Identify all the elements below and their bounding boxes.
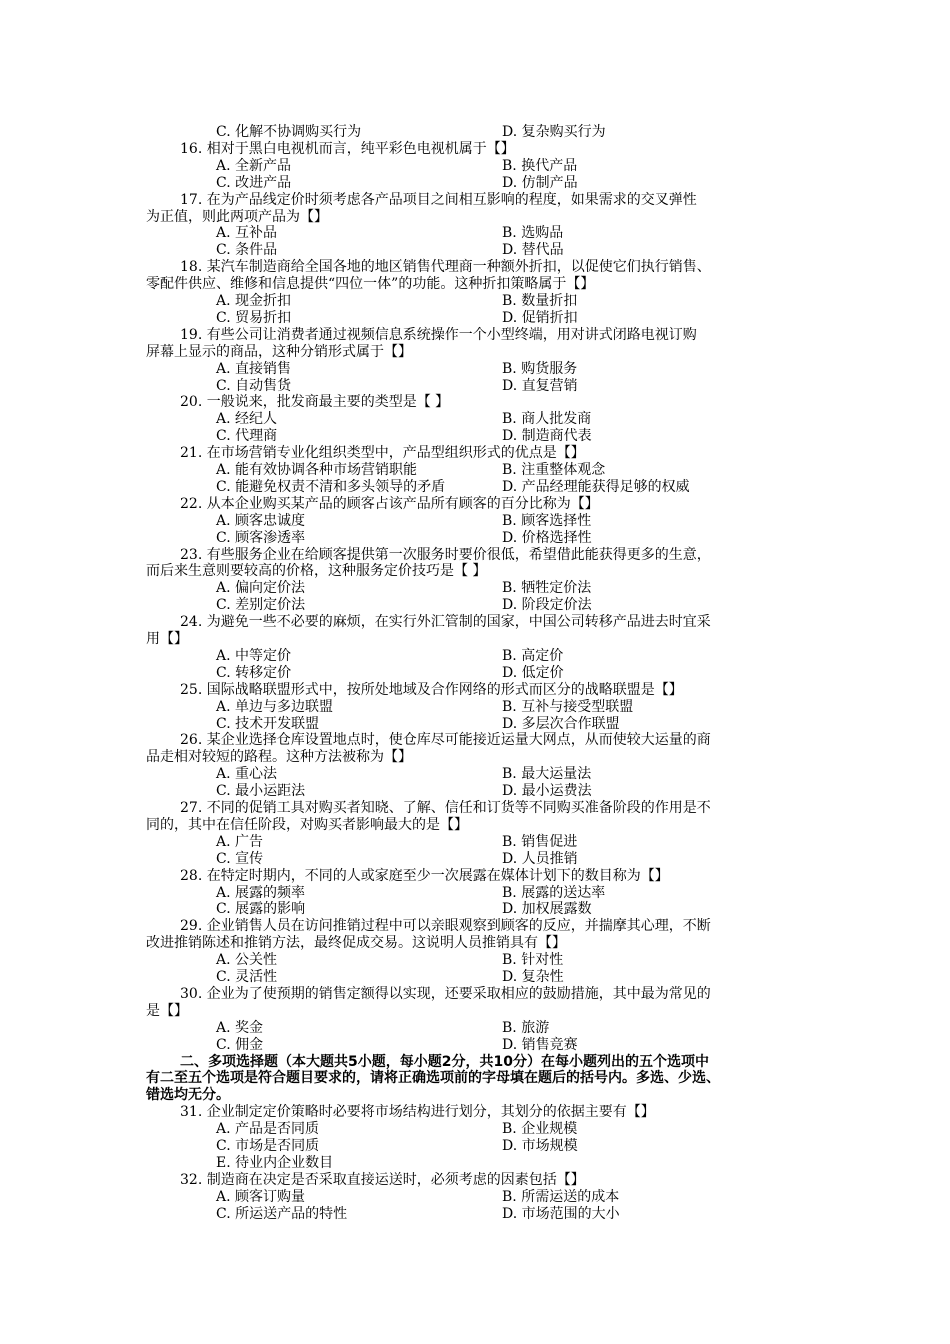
- question-continuation: 零配件供应、维修和信息提供“四位一体”的功能。这种折扣策略属于【】: [146, 276, 595, 293]
- option-right: D. 加权展露数: [502, 901, 592, 918]
- option-left: A. 单边与多边联盟: [216, 698, 334, 715]
- option-right: B. 数量折扣: [502, 293, 578, 309]
- option-row: [0, 124, 950, 141]
- question-text: 18. 某汽车制造商给全国各地的地区销售代理商一种额外折扣，以促使它们执行销售、: [180, 259, 711, 276]
- option-right: D. 替代品: [502, 242, 564, 259]
- question-text: 28. 在特定时期内，不同的人或家庭至少一次展露在媒体计划下的数目称为【】: [180, 867, 669, 884]
- option-row: [0, 513, 950, 530]
- option-row: [0, 1020, 950, 1037]
- option-left: C. 改进产品: [216, 174, 292, 191]
- question-text: 24. 为避免一些不必要的麻烦，在实行外汇管制的国家，中国公司转移产品进去时宜采: [180, 614, 711, 631]
- option-row: [0, 378, 950, 395]
- option-row: [0, 851, 950, 868]
- option-left: C. 转移定价: [216, 664, 292, 681]
- option-right: B. 选购品: [502, 225, 564, 242]
- option-row: [0, 580, 950, 597]
- option-right: D. 复杂性: [502, 969, 564, 985]
- option-right: B. 互补与接受型联盟: [502, 698, 634, 715]
- option-left: C. 顾客渗透率: [216, 529, 306, 546]
- option-row: [0, 361, 950, 378]
- option-right: B. 展露的送达率: [502, 884, 606, 901]
- option-right: B. 最大运量法: [502, 766, 592, 783]
- question-text: 27. 不同的促销工具对购买者知晓、了解、信任和订货等不同购买准备阶段的作用是不: [180, 800, 711, 816]
- option-left: A. 顾客订购量: [216, 1188, 306, 1205]
- section-heading-continuation: 错选均无分。: [146, 1087, 230, 1104]
- option-row: [0, 665, 950, 682]
- option-right: D. 市场范围的大小: [502, 1205, 620, 1222]
- option-row: [0, 411, 950, 428]
- option-right: B. 高定价: [502, 647, 564, 664]
- option-row: [0, 969, 950, 986]
- question-text: 32. 制造商在决定是否采取直接运送时，必须考虑的因素包括【】: [180, 1171, 585, 1188]
- option-left: A. 展露的频率: [216, 884, 306, 901]
- option-left: C. 灵活性: [216, 969, 278, 985]
- option-right: D. 复杂购买行为: [502, 124, 606, 140]
- option-left: C. 市场是否同质: [216, 1138, 320, 1154]
- option-right: B. 针对性: [502, 952, 564, 969]
- option-left: A. 直接销售: [216, 360, 292, 377]
- option-left: A. 奖金: [216, 1019, 264, 1036]
- option-right: D. 产品经理能获得足够的权威: [502, 478, 690, 495]
- option-row: [0, 225, 950, 242]
- option-left: A. 互补品: [216, 225, 278, 242]
- question-continuation: 为正值，则此两项产品为【】: [146, 208, 328, 225]
- option-left: C. 所运送产品的特性: [216, 1205, 348, 1222]
- question-continuation: 而后来生意则要较高的价格，这种服务定价技巧是【 】: [146, 563, 487, 580]
- option-left: A. 中等定价: [216, 647, 292, 664]
- option-left: E. 待业内企业数目: [216, 1154, 334, 1171]
- option-row: [0, 479, 950, 496]
- option-row: [0, 242, 950, 259]
- option-left: C. 最小运距法: [216, 783, 306, 800]
- option-right: D. 直复营销: [502, 377, 578, 394]
- option-row: [0, 952, 950, 969]
- option-row: [0, 158, 950, 175]
- option-left: C. 化解不协调购买行为: [216, 124, 362, 140]
- option-left: A. 广告: [216, 833, 264, 850]
- option-left: C. 展露的影响: [216, 901, 306, 918]
- option-right: B. 商人批发商: [502, 411, 592, 428]
- option-row: [0, 1155, 950, 1172]
- option-right: B. 购货服务: [502, 360, 578, 377]
- option-row: [0, 462, 950, 479]
- option-row: [0, 530, 950, 547]
- option-row: [0, 310, 950, 327]
- option-left: A. 顾客忠诚度: [216, 512, 306, 529]
- option-right: B. 企业规模: [502, 1121, 578, 1138]
- question-text: 17. 在为产品线定价时须考虑各产品项目之间相互影响的程度，如果需求的交叉弹性: [180, 191, 697, 208]
- option-left: A. 能有效协调各种市场营销职能: [216, 462, 418, 478]
- question-continuation: 屏幕上显示的商品，这种分销形式属于【】: [146, 343, 412, 360]
- question-text: 16. 相对于黑白电视机而言，纯平彩色电视机属于【】: [180, 140, 515, 157]
- option-row: [0, 175, 950, 192]
- option-row: [0, 293, 950, 310]
- question-text: 19. 有些公司让消费者通过视频信息系统操作一个小型终端，用对讲式闭路电视订购: [180, 326, 697, 343]
- question-text: 31. 企业制定定价策略时必要将市场结构进行划分，其划分的依据主要有【】: [180, 1104, 655, 1121]
- option-left: A. 重心法: [216, 766, 278, 783]
- section-heading: 二、多项选择题（本大题共5小题，每小题2分，共10分）在每小题列出的五个选项中: [180, 1053, 709, 1070]
- question-text: 22. 从本企业购买某产品的顾客占该产品所有顾客的百分比称为【】: [180, 495, 599, 512]
- question-text: 29. 企业销售人员在访问推销过程中可以亲眼观察到顾客的反应，并揣摩其心理，不断: [180, 918, 711, 935]
- option-left: C. 佣金: [216, 1036, 264, 1053]
- option-left: A. 经纪人: [216, 411, 278, 428]
- option-left: C. 代理商: [216, 428, 278, 445]
- option-row: [0, 783, 950, 800]
- option-right: B. 换代产品: [502, 157, 578, 174]
- option-right: B. 注重整体观念: [502, 462, 606, 478]
- option-row: [0, 834, 950, 851]
- option-left: C. 自动售货: [216, 377, 292, 394]
- option-right: D. 促销折扣: [502, 309, 578, 326]
- option-right: B. 顾客选择性: [502, 512, 592, 529]
- question-text: 26. 某企业选择仓库设置地点时，使仓库尽可能接近运量大网点，从而使较大运量的商: [180, 732, 711, 749]
- section-heading-continuation: 有二至五个选项是符合题目要求的，请将正确选项前的字母填在题后的括号内。多选、少选、: [146, 1070, 720, 1087]
- option-row: [0, 1037, 950, 1054]
- option-left: A. 现金折扣: [216, 293, 292, 309]
- option-left: C. 条件品: [216, 242, 278, 259]
- option-left: A. 产品是否同质: [216, 1121, 320, 1138]
- option-left: C. 贸易折扣: [216, 309, 292, 326]
- option-right: D. 市场规模: [502, 1138, 578, 1154]
- option-right: D. 人员推销: [502, 850, 578, 867]
- option-left: C. 宣传: [216, 850, 264, 867]
- question-text: 20. 一般说来，批发商最主要的类型是【 】: [180, 394, 450, 411]
- question-text: 30. 企业为了使预期的销售定额得以实现，还要采取相应的鼓励措施，其中最为常见的: [180, 985, 711, 1002]
- option-row: [0, 428, 950, 445]
- option-right: D. 最小运费法: [502, 783, 592, 800]
- option-right: D. 多层次合作联盟: [502, 715, 620, 732]
- option-row: [0, 648, 950, 665]
- question-continuation: 用【】: [146, 631, 188, 647]
- option-row: [0, 1138, 950, 1155]
- option-left: A. 全新产品: [216, 157, 292, 174]
- option-right: D. 制造商代表: [502, 428, 592, 445]
- option-left: C. 技术开发联盟: [216, 715, 320, 732]
- option-row: [0, 597, 950, 614]
- option-right: D. 低定价: [502, 664, 564, 681]
- option-right: B. 旅游: [502, 1019, 550, 1036]
- option-row: [0, 885, 950, 902]
- option-row: [0, 699, 950, 716]
- option-row: [0, 1206, 950, 1223]
- option-row: [0, 766, 950, 783]
- option-right: B. 销售促进: [502, 833, 578, 850]
- question-continuation: 品走相对较短的路程。这种方法被称为【】: [146, 749, 412, 766]
- option-left: A. 公关性: [216, 952, 278, 969]
- option-left: A. 偏向定价法: [216, 580, 306, 597]
- option-row: [0, 716, 950, 733]
- option-right: B. 牺牲定价法: [502, 580, 592, 597]
- question-continuation: 是【】: [146, 1002, 188, 1019]
- option-row: [0, 901, 950, 918]
- option-right: D. 阶段定价法: [502, 597, 592, 614]
- question-continuation: 同的，其中在信任阶段，对购买者影响最大的是【】: [146, 816, 468, 833]
- option-row: [0, 1189, 950, 1206]
- option-right: B. 所需运送的成本: [502, 1188, 620, 1205]
- option-row: [0, 1121, 950, 1138]
- question-continuation: 改进推销陈述和推销方法，最终促成交易。这说明人员推销具有【】: [146, 935, 566, 952]
- option-right: D. 价格选择性: [502, 529, 592, 546]
- option-right: D. 仿制产品: [502, 174, 578, 191]
- question-text: 21. 在市场营销专业化组织类型中，产品型组织形式的优点是【】: [180, 445, 585, 462]
- question-text: 25. 国际战略联盟形式中，按所处地域及合作网络的形式而区分的战略联盟是【】: [180, 681, 683, 698]
- option-right: D. 销售竞赛: [502, 1036, 578, 1053]
- question-text: 23. 有些服务企业在给顾客提供第一次服务时要价很低，希望借此能获得更多的生意，: [180, 546, 711, 563]
- option-left: C. 能避免权责不清和多头领导的矛盾: [216, 478, 446, 495]
- option-left: C. 差别定价法: [216, 597, 306, 614]
